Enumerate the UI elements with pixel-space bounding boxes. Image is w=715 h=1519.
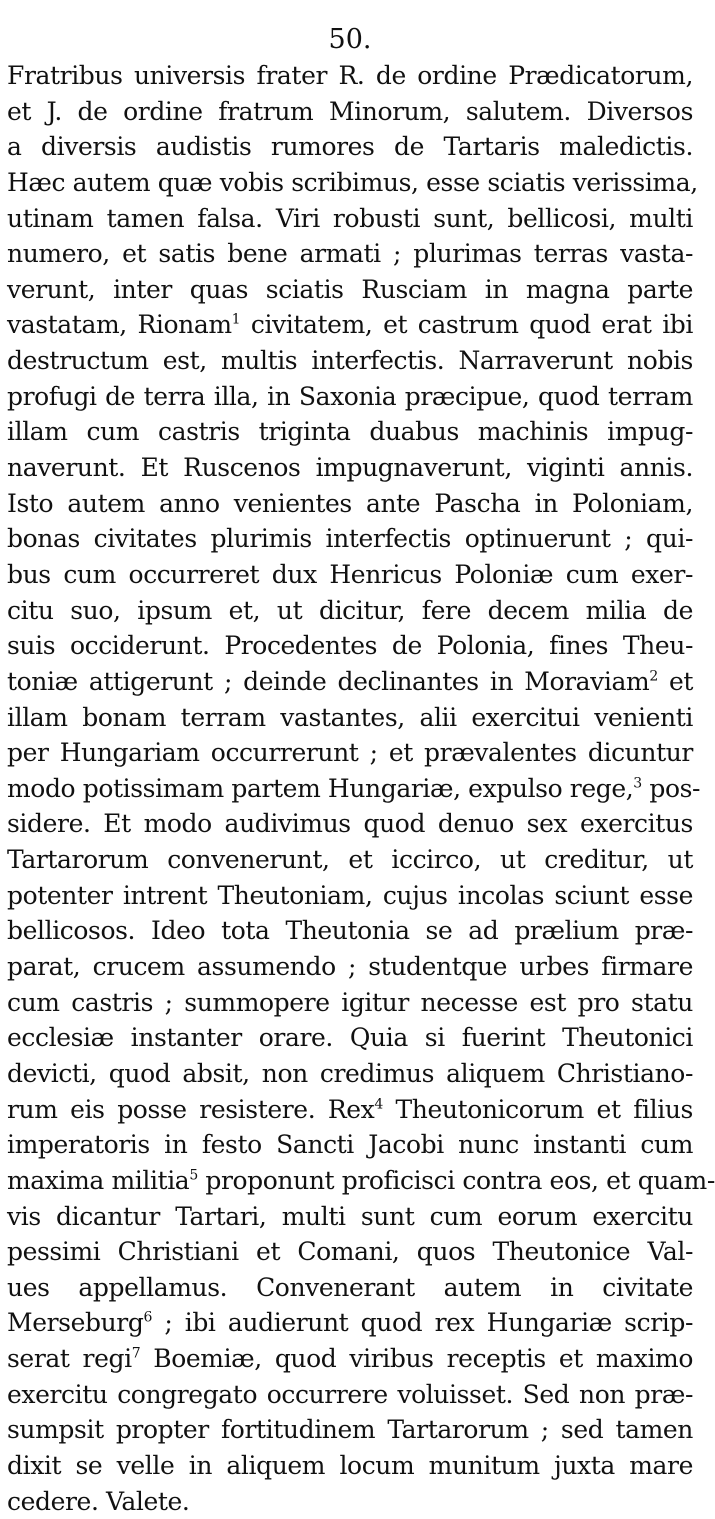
- text-line: [7, 1092, 693, 1128]
- line-text: citu suo, ipsum et, ut dicitur, fere decem milia de: [7, 595, 693, 625]
- text-line: [7, 1341, 693, 1377]
- line-text: potenter intrent Theutoniam, cujus incolas sciunt esse: [7, 880, 693, 910]
- letter-body: [7, 58, 715, 1519]
- text-line: [7, 1484, 693, 1519]
- footnote-marker: 1: [231, 312, 241, 329]
- text-line: [7, 486, 693, 522]
- text-line: [7, 1020, 693, 1056]
- line-text: ecclesiæ instanter orare. Quia si fuerint Theutonici: [7, 1023, 693, 1053]
- line-text: imperatoris in festo Sancti Jacobi nunc instanti cum: [7, 1130, 693, 1160]
- text-line: [7, 593, 693, 629]
- line-text: per Hungariam occurrerunt ; et prævalentes dicuntur: [7, 738, 693, 768]
- line-text-continued: civitatem, et castrum quod erat ibi: [240, 310, 693, 340]
- line-text-continued: pos-: [641, 773, 701, 803]
- text-line: [7, 1448, 693, 1484]
- line-text: bonas civitates plurimis interfectis optinuerunt ; qui-: [7, 524, 693, 554]
- text-line: [7, 1270, 693, 1306]
- footnote-marker: 6: [143, 1310, 152, 1327]
- text-line: [7, 201, 693, 237]
- line-text: a diversis audistis rumores de Tartaris maledictis.: [7, 132, 693, 162]
- line-text: numero, et satis bene armati ; plurimas terras vasta-: [7, 239, 693, 269]
- line-text: destructum est, multis interfectis. Narraverunt nobis: [7, 346, 693, 376]
- line-text: bellicosos. Ideo tota Theutonia se ad prælium præ-: [7, 916, 693, 946]
- line-text: ues appellamus. Convenerant autem in civitate: [7, 1272, 693, 1302]
- page-number: 50.: [328, 24, 372, 55]
- footnote-marker: 2: [649, 668, 658, 685]
- line-text-continued: proponunt proficisci contra eos, et quam-: [197, 1165, 715, 1195]
- line-text: sumpsit propter fortitudinem Tartarorum ; sed tamen: [7, 1415, 693, 1445]
- text-line: [7, 628, 693, 664]
- text-line: [7, 236, 693, 272]
- text-line: [7, 1234, 693, 1270]
- text-line: [7, 129, 693, 165]
- text-line: [7, 343, 693, 379]
- text-line: [7, 272, 693, 308]
- text-line: [7, 735, 693, 771]
- line-text: et J. de ordine fratrum Minorum, salutem. Diversos: [7, 96, 693, 126]
- line-text: Isto autem anno venientes ante Pascha in Poloniam,: [7, 488, 693, 518]
- line-text-continued: et: [657, 666, 694, 696]
- line-text: profugi de terra illa, in Saxonia præcipue, quod terram: [7, 381, 693, 411]
- line-text: Merseburg: [7, 1308, 144, 1338]
- text-line: [7, 985, 693, 1021]
- text-line: [7, 806, 693, 842]
- line-text: illam bonam terram vastantes, alii exercitui venienti: [7, 702, 693, 732]
- line-text: pessimi Christiani et Comani, quos Theutonice Val-: [7, 1237, 693, 1267]
- line-text-continued: Theutonicorum et filius: [382, 1094, 693, 1124]
- text-line: [7, 913, 693, 949]
- text-line: [7, 1199, 693, 1235]
- line-text: devicti, quod absit, non credimus aliquem Christiano-: [7, 1058, 693, 1088]
- text-line: [7, 1377, 693, 1413]
- text-line: [7, 1163, 715, 1199]
- footnote-marker: 7: [131, 1345, 141, 1362]
- text-line: [7, 165, 698, 201]
- line-text: Hæc autem quæ vobis scribimus, esse sciatis verissima,: [7, 167, 698, 197]
- line-text: rum eis posse resistere. Rex: [7, 1094, 375, 1124]
- line-text: maxima militia: [7, 1165, 190, 1195]
- line-text: cum castris ; summopere igitur necesse est pro statu: [7, 987, 693, 1017]
- text-line: [7, 450, 693, 486]
- text-line: [7, 58, 693, 94]
- text-line: [7, 842, 693, 878]
- line-text-continued: ; ibi audierunt quod rex Hungariæ scrip-: [151, 1308, 693, 1338]
- text-line: [7, 414, 693, 450]
- line-text: toniæ attigerunt ; deinde declinantes in Moraviam: [7, 666, 650, 696]
- text-line: [7, 94, 693, 130]
- text-line: [7, 771, 701, 807]
- line-text: naverunt. Et Ruscenos impugnaverunt, viginti annis.: [7, 453, 693, 483]
- line-text: exercitu congregato occurrere voluisset. Sed non præ-: [7, 1379, 693, 1409]
- footnote-marker: 3: [633, 775, 642, 792]
- line-text: modo potissimam partem Hungariæ, expulso rege,: [7, 773, 634, 803]
- line-text: sidere. Et modo audivimus quod denuo sex exercitus: [7, 809, 693, 839]
- text-line: [7, 664, 693, 700]
- line-text: bus cum occurreret dux Henricus Poloniæ cum exer-: [7, 559, 693, 589]
- line-text: serat regi: [7, 1344, 132, 1374]
- line-text: vis dicantur Tartari, multi sunt cum eorum exercitu: [7, 1201, 693, 1231]
- line-text: Tartarorum convenerunt, et iccirco, ut creditur, ut: [7, 845, 693, 875]
- text-line: [7, 307, 693, 343]
- text-line: [7, 557, 693, 593]
- footnote-marker: 4: [374, 1096, 383, 1113]
- text-line: [7, 1056, 693, 1092]
- line-text: Fratribus universis frater R. de ordine Prædicatorum,: [7, 61, 693, 90]
- text-line: [7, 1127, 693, 1163]
- text-line: [7, 949, 693, 985]
- text-line: [7, 1412, 693, 1448]
- line-text: parat, crucem assumendo ; studentque urbes firmare: [7, 952, 693, 982]
- line-text: suis occiderunt. Procedentes de Polonia, fines Theu-: [7, 631, 693, 661]
- text-line: [7, 878, 693, 914]
- line-text-continued: Boemiæ, quod viribus receptis et maximo: [140, 1344, 693, 1374]
- text-line: [7, 1305, 693, 1341]
- line-text: dixit se velle in aliquem locum munitum juxta mare: [7, 1450, 693, 1480]
- line-text: utinam tamen falsa. Viri robusti sunt, bellicosi, multi: [7, 203, 693, 233]
- footnote-marker: 5: [189, 1167, 198, 1184]
- text-line: [7, 521, 693, 557]
- text-line: [7, 379, 693, 415]
- line-text: vastatam, Rionam: [7, 310, 232, 340]
- line-text: illam cum castris triginta duabus machinis impug-: [7, 417, 693, 447]
- text-line: [7, 700, 693, 736]
- line-text: verunt, inter quas sciatis Rusciam in magna parte: [7, 274, 693, 304]
- line-text: cedere. Valete.: [7, 1486, 190, 1516]
